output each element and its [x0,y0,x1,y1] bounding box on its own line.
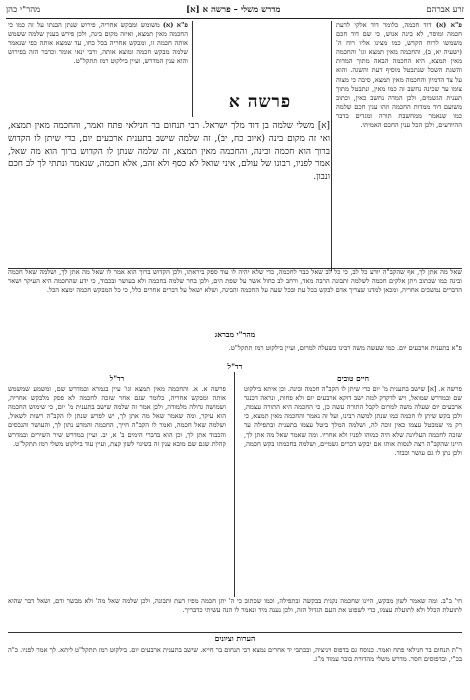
wide-commentary-2: פ"א בתענית ארבעים יום. כמו שעשה משה רבינו כשעלה למרום, ועיין בילקוט רמז תתקל"ט. [228,344,462,352]
notes-text: ר"ת תנחום בר חנילאי פתח ואמר. כנוסח גם בדפוס ויניציה, ובכתבי יד אחרים נמצא רבי תנחום בר חייא. שישב בתענית ארבעים יום. בילקוט רמז תתקל"ט ליתא. לך אמר לפניו. כ"ה בכ"י, ובדפוסים חסר. מדרש משלי מהדורת בובר עמוד מ"ג. [8,646,462,664]
header-center: מדרש משלי – פרשה א [א] [186,5,281,15]
section-heading-2: רד"ל [227,362,243,371]
commentary-column-left-heading: רד"ל [109,374,125,383]
parasha-title: פרשה א [228,92,292,112]
wide-commentary-3: חי' ב"ב. ומה שאמר לשון מבקש, היינו שחכמה נקנית בבקשה ובתפילה, וכמו שכתוב כי ה' יתן חכמה מפיו דעת ותבונה, ולכן שלמה שאל מה' ולא מבשר ודם, ושאל דבר שהוא לתועלת הכלל ולא לתועלת עצמו, כדי לשפוט את העם הגדול הזה, ולכן נענה מיד ונאמר לו הנה עשיתי כדבריך. [8,597,462,615]
commentary-left-column [8,21,188,131]
commentary-column-left-text: פרשה א. א. והחכמה מאין תמצא וגו' עיין בגמרא ובמדרש שם, ומשמע שמשמש אותה ומבקש אחריה, כלומר שגם אחר שזכה לחכמה לא פסק מלבקש אחריה, ושמושה גדולה מלמודה, ולכן אמר זה שלמה שישב בתענית מ' יום, כי שימוש החכמה הוא עיקר, ומה שאמר שאל מה אתן לך, יש לפרש שנתן לו הקב"ה רשות לשאול, ושלמה שאל חכמה, ואמר לו הקב"ה חייך, החכמה והמדע נתון לך, והעושר והנכסים והכבוד אתן לך, וכן הוא בדברי הימים ב' א, יב. ועיין במדרש שיר השירים ובמדרש קהלת שגם שם מובא ענין זה בשינוי לשון קצת, ועיין עוד בילקוט משלי רמז תתקל"ט. [8,385,226,448]
commentary-column-right-heading: חיים טובים [337,374,369,383]
commentary-right-text: דוד חכמה, כלומר דוד אלקי לדעת חכמה ומוסר, לא בינה אנוש, כי שם דוד חכם משמשו לרוח הקדש, כמו מצינו אליו רוח ה' (ישעיה יא, ב), והחכמה מאין תמצא וגו' והחכמה מאין תמצא, היא החכמה הבאה מתוך המדות והשגת השכל שנתבטל מוסיף דעת והשגה. והוא על צד הדמיון והחכמה מאין תמצא, סיבה כי מצוה צומו עד שכינה נחשב זה כמו מאין, ונתבטל מתוך תענית הגשמים, ולכן המדה נחשב כאין, וכתוב משועם דוד ממדות החכמה וזהו ענין חכם שלמה כמו שנאמר ממחשבת תורה ומגדים בדבר ההיודעים, ולכן הכל ענין החכם האמיתי. [336,21,462,130]
running-header [6,3,464,19]
header-left: מהר"י כהן [6,5,41,15]
commentary-right-column [336,21,462,271]
commentary-column-right-text: פרשה א. [א] שישב בתענית מ' יום כדי שיתן לו הקב"ה חכמה ובינה. וכן איתא בילקוט שם ובמדרש שמואל, ויש לדקדק למה ישב דוקא ארבעים יום ולא פחות, ונראה דכנגד ארבעים יום שעלה משה למרום לקבל התורה עשה כן, כי החכמה היא התורה עצמה, ולכן בקש שיתן לו חכמה כמו שנתן למשה רבינו, ועל זה נאמר והחכמה מאין תמצא, כי רק מי שמבטל עצמו כאין זוכה לה, ושלמה המלך ביטל עצמו בתענית ובתפילה עד שזכה לחכמה העליונה שלא היה כמוהו לפניו ולא אחריו. ומה שאמר שאל מה אתן לך, היינו שהקב"ה רצה לנסות אותו אם יבקש דברים גשמיים, ושלמה בחכמתו בקש חכמה, ולכן נתן לו גם עושר וכבוד. [244,385,462,457]
commentary-left-text: משומש ומבקש אחריה, פירוש שנתן הבנתו על זה כמו כי החכמה מאין תמצא, ואיזה מקום בינה, ולכן פירש בענין שלמה ששמש אותה חכמה זו, ומבקש אחריה בכל כחו, עד שמצא אותה כפי שנאמר שלמה מבקש חכמה ומוצא אותה, ורבי ינאי אומר וכדבר הזה בפירוש והוא ענין המדרש, ועיין בילקוט רמז תתקל"ט. [8,21,188,66]
main-midrash-text: [א] משלי שלמה בן דוד מלך ישראל. רבי תנחום בר חנילאי פתח ואמר, והחכמה מאין תמצא, ואי זה מקום בינה (איוב כח, יב), זה שלמה שישב בתענית ארבעים יום, כדי שיתן לו הקדוש ברוך הוא חכמה ובינה, והחכמה מאין תמצא, זה שלמה שנתן לו הקדוש ברוך הוא מה שאל, אמר לפניו, רבונו של עולם, איני שואל לא כסף ולא זהב, אלא חכמה, שנאמר ונתתי לך לב חכם ונבון. [8,121,330,183]
commentary-right-lead: פ"א (א) [435,21,462,29]
section-rule-2 [8,632,462,633]
two-column-commentary [8,372,462,597]
notes-heading: הערות וציונים [214,634,256,643]
commentary-left-lead: פ"א (א) [162,21,188,29]
column-divider-left [192,21,193,117]
commentary-column-right [244,372,462,597]
commentary-column-left [8,372,226,597]
header-right: זרע אברהם [426,5,464,15]
section-heading-1: מהר"י מבראג [214,330,256,339]
column-divider-right [331,21,332,271]
wide-commentary-1: שאל מה אתן לך, אף שהקב"ה יודע כל לב, כי כל לב שאל כבר לחכמה, כדי שלא יהיה לו עוד ספק ביראתו, ולכן הקדוש ברוך הוא אמר לו שאל מה אתן לך, ושלמה שאל חכמה ובינה כמו שכתוב ויתן אלקים חכמה לשלמה ותבונה הרבה מאד, ורחב לב כחול אשר על שפת הים, ולכן בחר שלמה בחכמה ולא בעושר ובכבוד, כי ידע שהחכמה היא העיקר ושאר הדברים נמשכים אחריה, ומכאן למדנו שצריך אדם לבקש בכל עת ובכל שעה על החכמה והבינה, ושלא ישאל על דברים אחרים כלל, כי כל המבקש חכמה ימצא הכל. [8,268,462,295]
two-column-divider [234,372,235,597]
